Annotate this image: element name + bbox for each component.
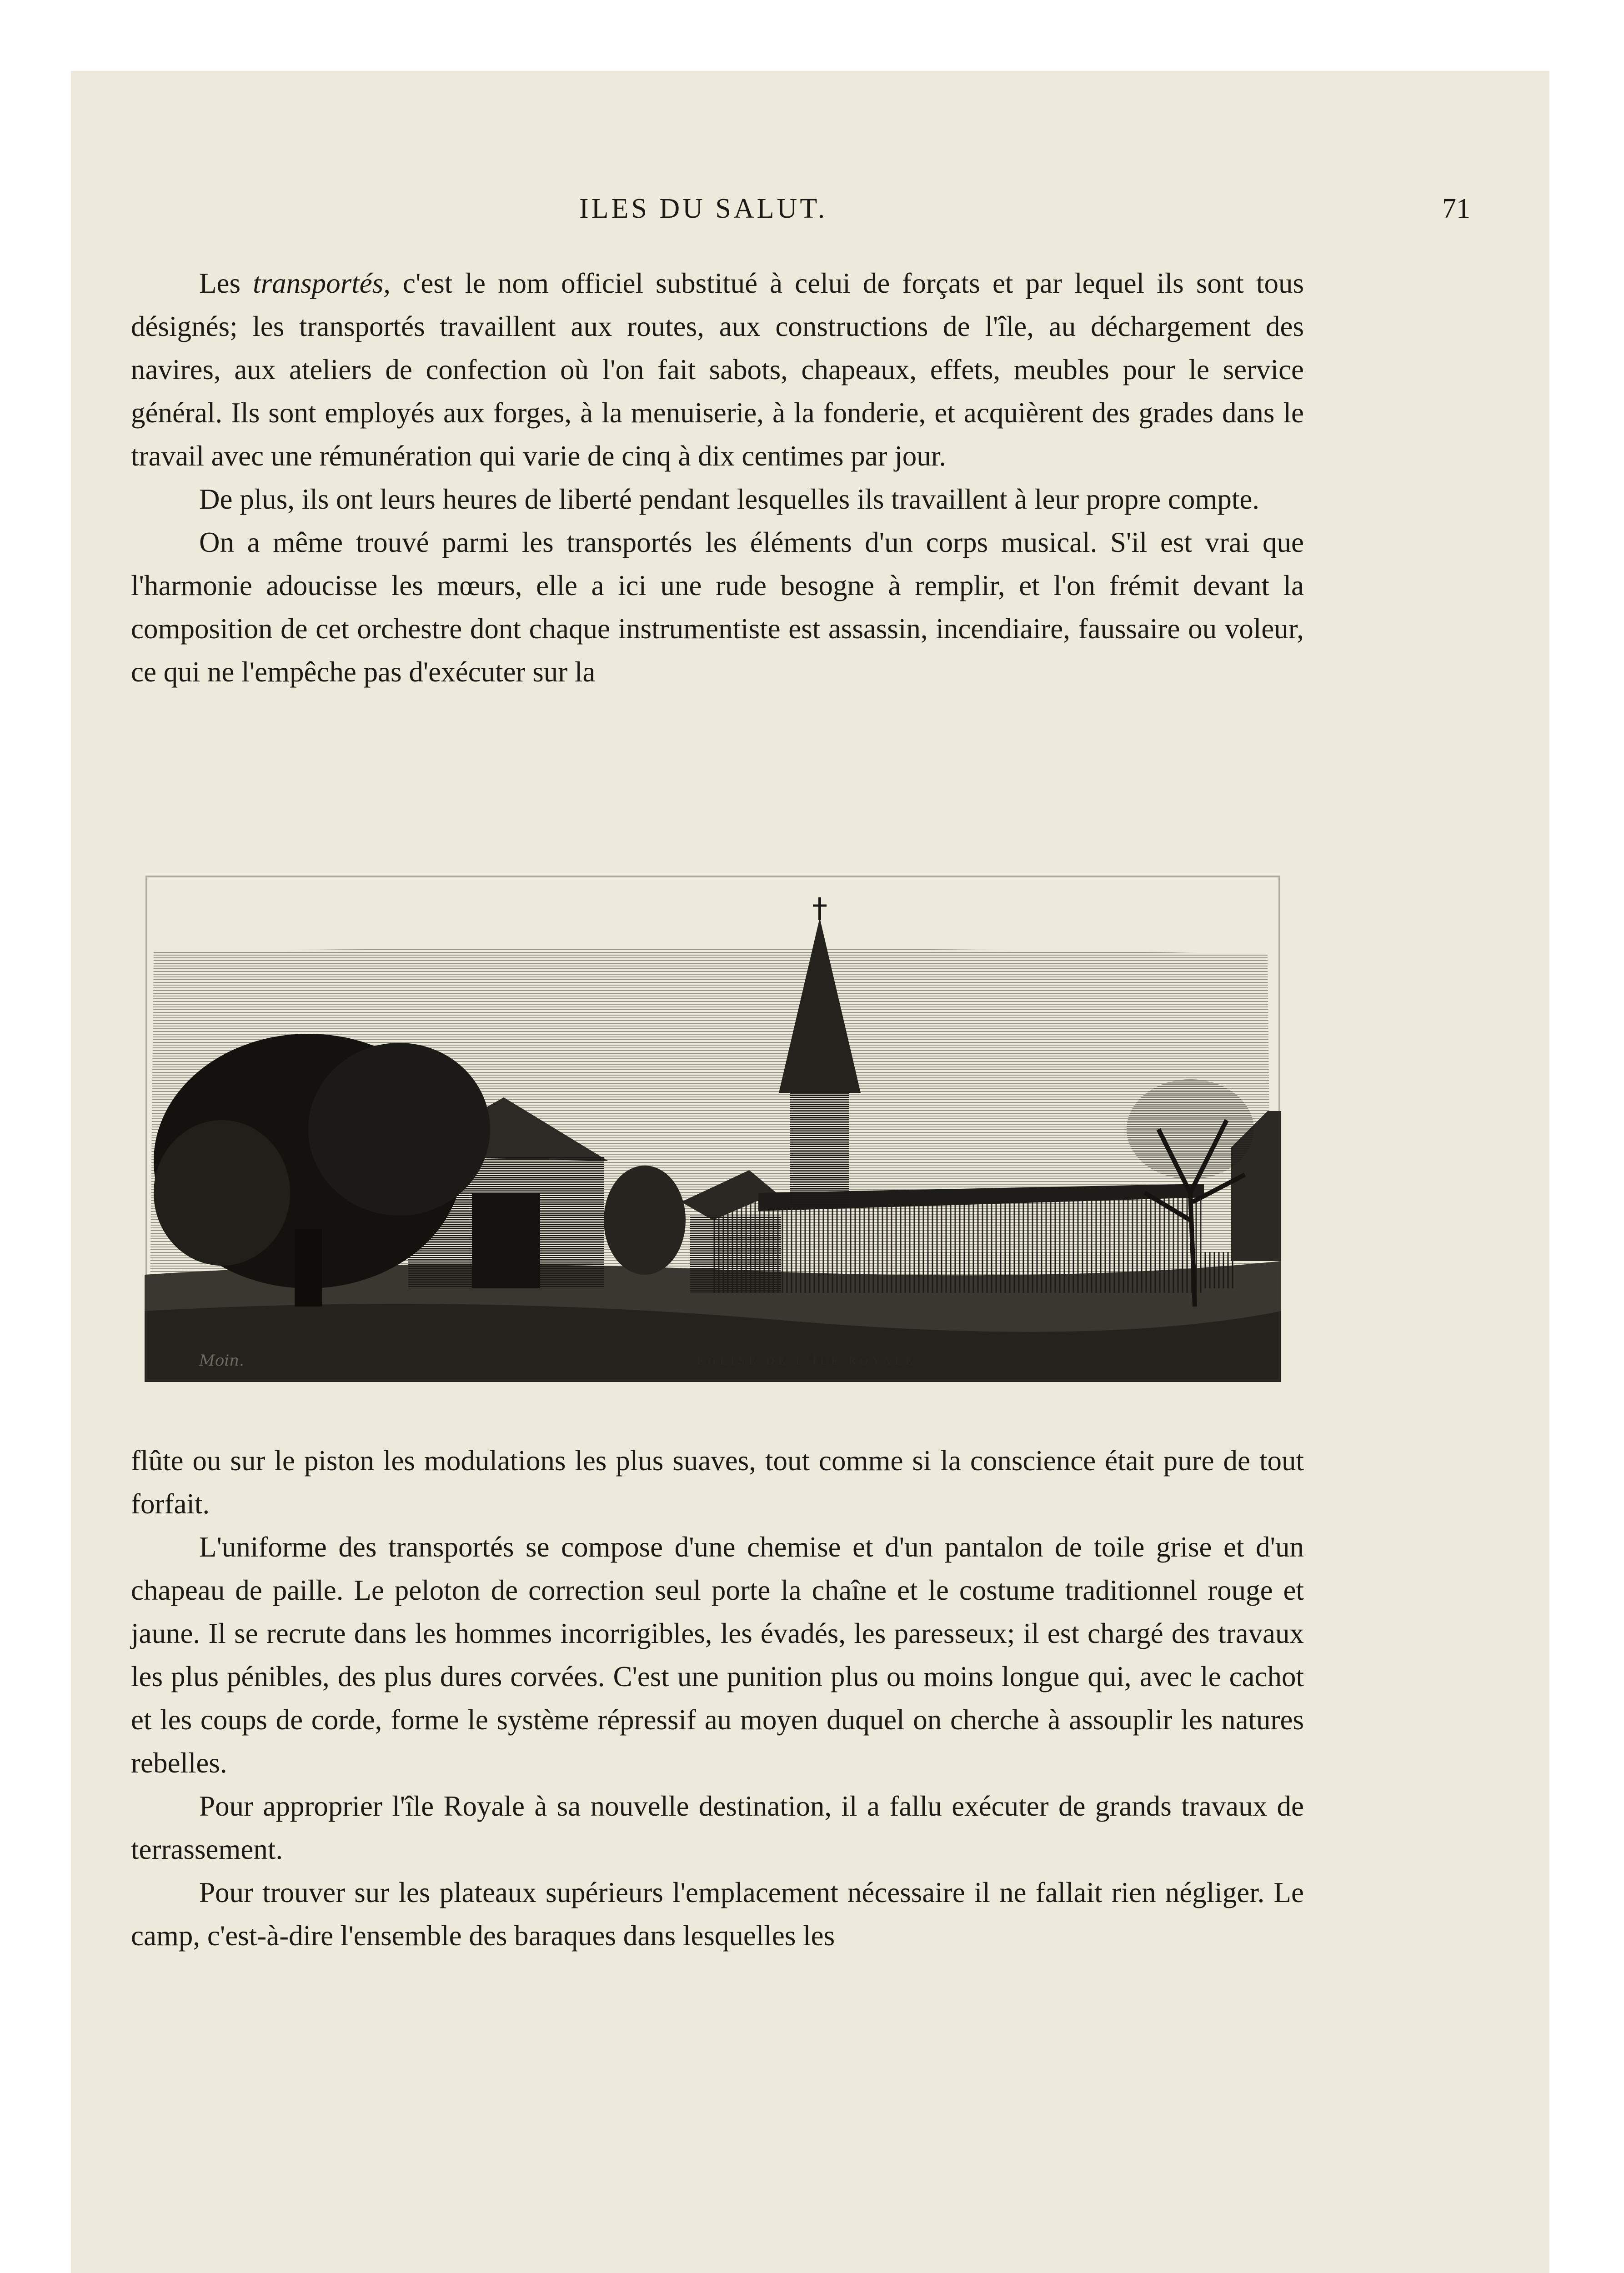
text-block-top bbox=[131, 262, 1304, 694]
paragraph: Pour approprier l'île Royale à sa nouvelle destination, il a fallu exécuter de grands travaux de terrassement. bbox=[131, 1790, 1304, 1865]
paragraph-text: Les bbox=[199, 267, 253, 299]
engraver-signature: Moin. bbox=[199, 1352, 244, 1370]
page-header bbox=[579, 193, 1470, 243]
paragraph: L'uniforme des transportés se compose d'une chemise et d'un pantalon de toile grise et d'un chapeau de paille. Le peloton de correction seul porte la chaîne et le costume traditionnel rouge et jaune. Il se recrute dans les hommes incorrigibles, les évadés, les paresseux; il est chargé des travaux les plus pénibles, des plus dures corvées. C'est une punition plus ou moins longue qui, avec le cachot et les coups de corde, forme le système répressif au moyen duquel on cherche à assouplir les natures rebelles. bbox=[131, 1531, 1304, 1779]
paragraph: On a même trouvé parmi les transportés les éléments d'un corps musical. S'il est vrai que l'harmonie adoucisse les mœurs, elle a ici une rude besogne à remplir, et l'on frémit devant la composition de cet orchestre dont chaque instrumentiste est assassin, incendiaire, faussaire ou voleur, ce qui ne l'empêche pas d'exécuter sur la bbox=[131, 526, 1304, 688]
paragraph: De plus, ils ont leurs heures de liberté pendant lesquelles ils travaillent à leur propre compte. bbox=[199, 483, 1260, 515]
paragraph: flûte ou sur le piston les modulations les plus suaves, tout comme si la conscience était pure de tout forfait. bbox=[131, 1445, 1304, 1520]
running-head: ILES DU SALUT. bbox=[579, 193, 828, 224]
page-number: 71 bbox=[1442, 193, 1470, 224]
paragraph-text: c'est le nom officiel substitué à celui de forçats et par lequel ils sont tous désignés; les transportés travaillent aux routes, aux constructions de l'île, au déchargement des navires, aux ateliers de confection où l'on fait sabots, chapeaux, effets, meubles pour le service général. Ils sont employés aux forges, à la menuiserie, à la fonderie, et acquièrent des grades dans le travail avec une rémunération qui varie de cinq à dix centimes par jour. bbox=[131, 267, 1304, 472]
book-page bbox=[71, 71, 1549, 2273]
figure-caption: ÉGLISE DE L'ÎLE ROYALE. bbox=[697, 1355, 923, 1367]
paragraph bbox=[131, 262, 1304, 478]
italic-term: transportés, bbox=[253, 267, 391, 299]
text-block-bottom bbox=[131, 1439, 1304, 1958]
engraving-illustration bbox=[145, 875, 1281, 1382]
paragraph: Pour trouver sur les plateaux supérieurs l'emplacement nécessaire il ne fallait rien négliger. Le camp, c'est-à-dire l'ensemble des baraques dans lesquelles les bbox=[131, 1877, 1304, 1952]
